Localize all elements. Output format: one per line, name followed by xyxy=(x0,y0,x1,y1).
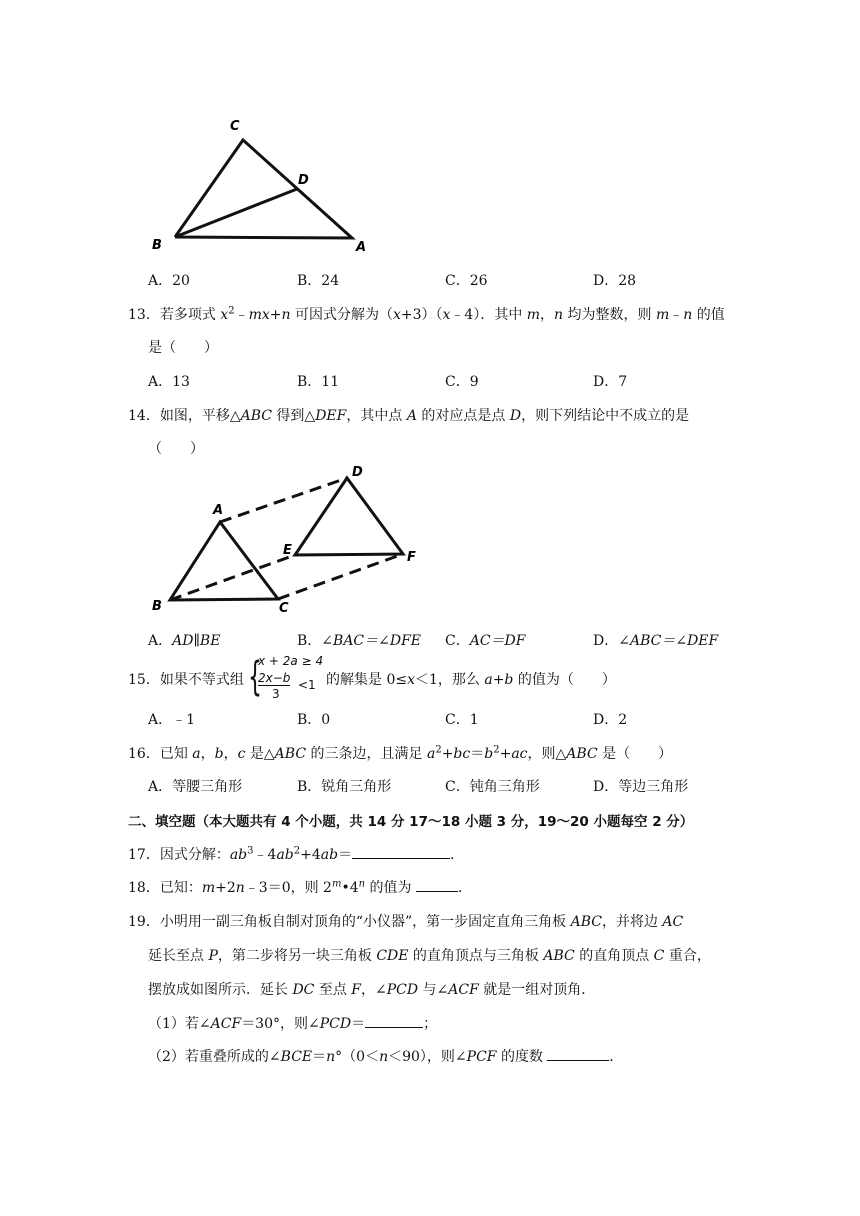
q13-number: 13． xyxy=(128,307,160,323)
figure-translation-q14 xyxy=(140,462,440,622)
q15-fraction-denominator: 3 xyxy=(272,687,280,701)
var: x xyxy=(407,672,415,688)
option-prefix: D． xyxy=(593,633,619,649)
q19-part-2 xyxy=(148,1046,623,1066)
q19-stem-line3 xyxy=(148,979,595,999)
var: PCD xyxy=(319,1016,352,1032)
q13-option-b[interactable]: B．11 xyxy=(297,374,340,390)
q13-text: 的值 xyxy=(692,307,725,323)
var: ab xyxy=(320,847,339,863)
q19-text: ＝ xyxy=(312,1049,327,1065)
q13-text: ﹣4）．其中 xyxy=(450,307,527,323)
q16-option-a[interactable]: A．等腰三角形 xyxy=(148,779,243,795)
var: CDE xyxy=(376,948,409,964)
q19-text: 的直角顶点与三角板 xyxy=(408,948,544,964)
q19-text: ，∠ xyxy=(361,982,387,998)
dashed-cf xyxy=(278,554,403,599)
q15-option-b[interactable]: B．0 xyxy=(297,712,331,728)
q14-number: 14． xyxy=(128,408,160,424)
exponent: n xyxy=(358,878,366,890)
var: A xyxy=(406,408,417,424)
var: mx xyxy=(248,307,270,323)
label-e: E xyxy=(283,543,292,558)
q16-text: ＝ xyxy=(470,746,485,762)
var: a xyxy=(426,746,436,762)
label-a: A xyxy=(356,240,367,255)
q18-text: +2 xyxy=(215,880,236,896)
option-prefix: A． xyxy=(148,633,173,649)
var: F xyxy=(351,982,362,998)
q19-number: 19． xyxy=(128,914,160,930)
q16-text: 是（ ） xyxy=(597,746,673,762)
q16-text: ，则△ xyxy=(527,746,567,762)
label-c: C xyxy=(279,601,289,616)
q19-part2-answer-blank[interactable] xyxy=(547,1046,609,1061)
q19-text: ＜90），则∠ xyxy=(388,1049,467,1065)
var: n xyxy=(379,1049,389,1065)
q18-stem xyxy=(128,877,472,897)
q18-text: ． xyxy=(457,880,472,896)
var: ABC xyxy=(240,408,272,424)
var: ac xyxy=(511,746,528,762)
q15-lt-one: <1 xyxy=(298,678,316,692)
q15-option-a[interactable]: A．﹣1 xyxy=(148,712,196,728)
q17-text: +4 xyxy=(300,847,321,863)
q19-text: ． xyxy=(609,1049,624,1065)
q15-option-c[interactable]: C．1 xyxy=(445,712,479,728)
q13-text: ﹣ xyxy=(669,307,684,323)
figure-triangle-abc-q12 xyxy=(140,110,380,260)
q14-option-b[interactable] xyxy=(297,630,421,650)
q15-number: 15． xyxy=(128,672,160,688)
var: ACF xyxy=(448,982,479,998)
var: n xyxy=(554,307,564,323)
var: a xyxy=(192,746,201,762)
q19-text: ； xyxy=(423,1016,438,1032)
q19-text: 就是一组对顶角． xyxy=(478,982,596,998)
q15-text: 如果不等式组 xyxy=(159,672,244,688)
q19-text: 小明用一副三角板自制对顶角的“小仪器”，第一步固定直角三角板 xyxy=(159,914,571,930)
q14-text: ，其中点 xyxy=(346,408,407,424)
var: n xyxy=(326,1049,336,1065)
var: ABC xyxy=(543,948,575,964)
q15-text: 的解集是 0≤ xyxy=(326,672,408,688)
q14-stem-line2: （ ） xyxy=(148,441,204,457)
var: ABC xyxy=(274,746,307,762)
q13-text: 可因式分解为（ xyxy=(290,307,393,323)
var: n xyxy=(235,880,245,896)
q14-text: 如图，平移△ xyxy=(159,408,241,424)
q19-text: 的直角顶点 xyxy=(574,948,654,964)
q19-text: 至点 xyxy=(314,982,352,998)
var: ABC xyxy=(570,914,602,930)
var: m xyxy=(655,307,670,323)
q19-part1-answer-blank[interactable] xyxy=(365,1013,423,1028)
q13-text: 若多项式 xyxy=(159,307,221,323)
q19-text: ＝ xyxy=(351,1016,366,1032)
q13-text: ， xyxy=(540,307,555,323)
q16-option-c[interactable]: C．钝角三角形 xyxy=(445,779,540,795)
q13-text: +3）（ xyxy=(400,307,443,323)
triangle-abc xyxy=(170,522,278,600)
q15-text: ＜1，那么 xyxy=(415,672,485,688)
q12-option-c[interactable]: C．26 xyxy=(445,273,488,289)
q19-text: ，第二步将另一块三角板 xyxy=(217,948,377,964)
q14-option-a[interactable] xyxy=(148,630,220,650)
var: n xyxy=(683,307,693,323)
var: a+b xyxy=(484,672,514,688)
label-d: D xyxy=(298,173,309,188)
q16-options xyxy=(0,776,860,796)
exponent: 2 xyxy=(435,744,442,756)
q13-stem-line1 xyxy=(128,304,725,324)
q15-stem-suffix xyxy=(326,669,616,689)
var: ab xyxy=(229,847,248,863)
q16-option-d[interactable]: D．等边三角形 xyxy=(593,779,689,795)
q12-option-a[interactable]: A．20 xyxy=(148,273,190,289)
var: BCE xyxy=(280,1049,313,1065)
q15-stem-prefix xyxy=(128,669,244,689)
q19-text: 与∠ xyxy=(418,982,449,998)
q15-text: 的值为（ ） xyxy=(513,672,616,688)
q12-option-b[interactable]: B．24 xyxy=(297,273,340,289)
q13-text: + xyxy=(269,307,282,323)
q12-option-d[interactable]: D．28 xyxy=(593,273,637,289)
q19-text: 摆放成如图所示．延长 xyxy=(148,982,293,998)
triangle-bca-outline xyxy=(175,140,352,238)
q16-text: 已知 xyxy=(159,746,193,762)
q16-text: + xyxy=(441,746,454,762)
q19-text: 重合， xyxy=(664,948,711,964)
var: bc xyxy=(453,746,471,762)
q19-text: ，并将边 xyxy=(601,914,663,930)
var: c xyxy=(237,746,246,762)
section-2-title: 二、填空题（本大题共有 4 个小题，共 14 分 17～18 小题 3 分，19～20 小题每空 2 分） xyxy=(128,814,694,830)
var: m xyxy=(526,307,541,323)
q15-options xyxy=(0,709,860,729)
q19-stem-line1 xyxy=(128,911,683,931)
q15-option-d[interactable]: D．2 xyxy=(593,712,628,728)
var: PCF xyxy=(466,1049,497,1065)
q18-answer-blank[interactable] xyxy=(416,877,458,892)
var: D xyxy=(509,408,522,424)
var: b xyxy=(484,746,494,762)
q15-inequality-1: x + 2a ≥ 4 xyxy=(258,654,324,668)
var: PCD xyxy=(386,982,419,998)
q17-text: 因式分解： xyxy=(159,847,230,863)
dashed-be xyxy=(170,555,295,600)
q19-text: （1）若∠ xyxy=(148,1016,211,1032)
option-expr: ∠ABC＝∠DEF xyxy=(618,633,719,649)
q16-text: ， xyxy=(200,746,215,762)
label-b: B xyxy=(152,599,162,614)
q14-options xyxy=(0,630,860,650)
label-a: A xyxy=(213,503,224,518)
q13-option-c[interactable]: C．9 xyxy=(445,374,479,390)
label-d: D xyxy=(352,465,363,480)
var: ABC xyxy=(566,746,598,762)
q19-text: °（0＜ xyxy=(335,1049,380,1065)
q13-option-a[interactable]: A．13 xyxy=(148,374,190,390)
q18-text: •4 xyxy=(341,880,359,896)
var: P xyxy=(208,948,218,964)
option-expr: ∠BAC＝∠DFE xyxy=(321,633,422,649)
label-c: C xyxy=(230,119,240,134)
brace-symbol: { xyxy=(248,654,262,700)
var: DEF xyxy=(315,408,347,424)
var: m xyxy=(201,880,216,896)
var: x xyxy=(220,307,229,323)
var: x xyxy=(392,307,401,323)
q14-option-d[interactable] xyxy=(593,630,718,650)
q14-text: ，则下列结论中不成立的是 xyxy=(521,408,690,424)
q14-text: 得到△ xyxy=(271,408,316,424)
var: DC xyxy=(292,982,315,998)
q19-text: 延长至点 xyxy=(148,948,209,964)
q13-stem-line2: 是（ ） xyxy=(148,340,218,356)
q16-text: + xyxy=(499,746,512,762)
var: b xyxy=(214,746,224,762)
q16-number: 16． xyxy=(128,746,160,762)
q18-text: 已知： xyxy=(159,880,202,896)
q17-number: 17． xyxy=(128,847,160,863)
q13-text: ﹣ xyxy=(234,307,249,323)
q16-option-b[interactable]: B．锐角三角形 xyxy=(297,779,392,795)
var: n xyxy=(281,307,291,323)
option-prefix: C． xyxy=(445,633,470,649)
exponent: 2 xyxy=(493,744,500,756)
q17-text: ． xyxy=(450,847,465,863)
q19-text: ＝30°，则∠ xyxy=(241,1016,320,1032)
q14-text: 的对应点是点 xyxy=(416,408,510,424)
option-prefix: B． xyxy=(297,633,322,649)
label-f: F xyxy=(407,550,416,565)
dashed-ad xyxy=(220,478,347,522)
q17-text: ＝ xyxy=(338,847,353,863)
q18-text: ﹣3＝0，则 2 xyxy=(244,880,332,896)
var: AC xyxy=(662,914,684,930)
q18-number: 18． xyxy=(128,880,160,896)
q19-text: 的度数 xyxy=(496,1049,548,1065)
q13-options xyxy=(0,371,860,391)
var: ACF xyxy=(210,1016,242,1032)
q16-stem xyxy=(128,743,672,763)
var: x xyxy=(442,307,451,323)
q19-text: （2）若重叠所成的∠ xyxy=(148,1049,281,1065)
option-expr: AD∥BE xyxy=(172,633,221,649)
q13-text: 均为整数，则 xyxy=(563,307,656,323)
q19-part-1 xyxy=(148,1013,437,1033)
q17-text: ﹣4 xyxy=(253,847,277,863)
q19-stem-line2 xyxy=(148,945,711,965)
q16-text: 是△ xyxy=(245,746,275,762)
q16-text: ， xyxy=(223,746,238,762)
q15-fraction-numerator: 2x−b xyxy=(258,671,291,685)
option-expr: AC＝DF xyxy=(469,633,526,649)
exponent: 3 xyxy=(247,845,254,857)
q14-option-c[interactable] xyxy=(445,630,525,650)
exponent: m xyxy=(331,878,342,890)
q14-stem-line1 xyxy=(128,405,689,425)
q13-option-d[interactable]: D．7 xyxy=(593,374,628,390)
q12-options xyxy=(0,270,860,290)
q18-text: 的值为 xyxy=(365,880,416,896)
var: C xyxy=(653,948,665,964)
exponent: 2 xyxy=(293,845,301,857)
q16-text: 的三条边，且满足 xyxy=(306,746,427,762)
var: ab xyxy=(276,847,294,863)
q17-stem xyxy=(128,844,464,864)
label-b: B xyxy=(152,238,162,253)
q17-answer-blank[interactable] xyxy=(352,844,450,859)
exponent: 2 xyxy=(228,305,235,317)
